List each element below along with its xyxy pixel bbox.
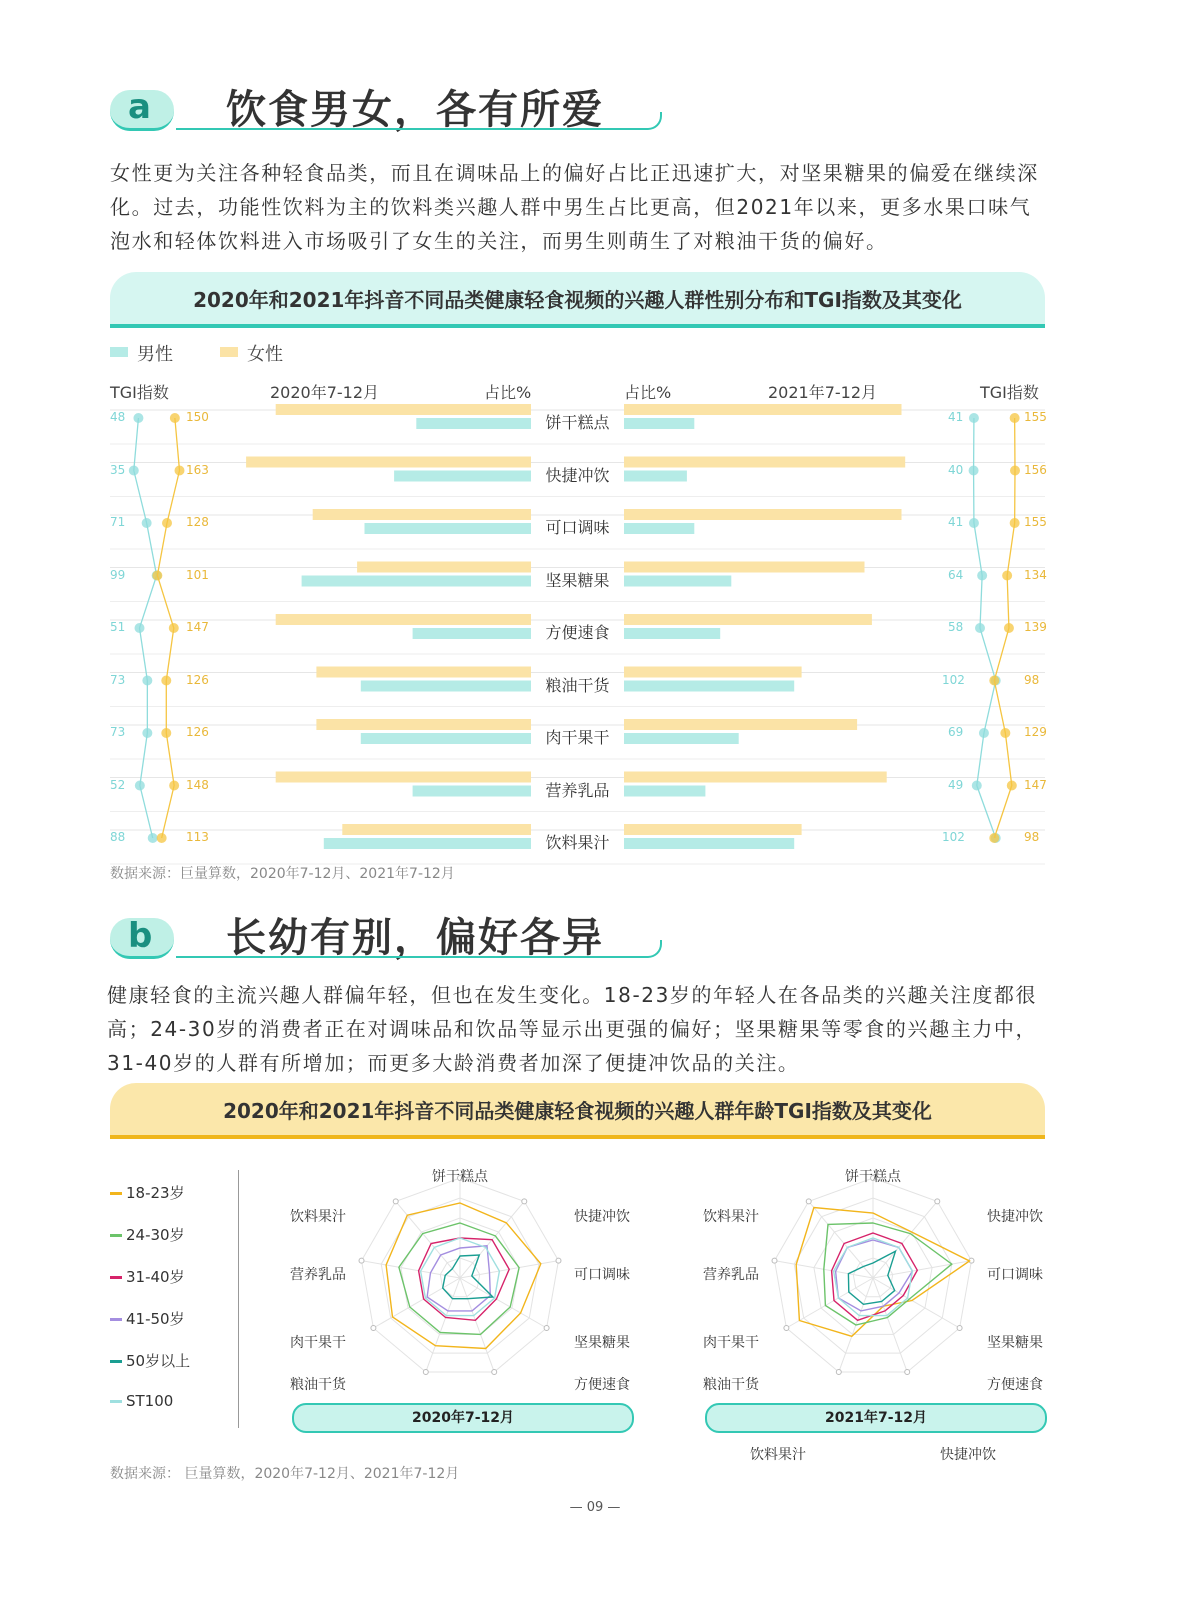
radar-axis-label: 肉干果干 xyxy=(703,1335,759,1351)
radar-spoke-end xyxy=(423,1369,428,1374)
tgi-2020-male-value: 88 xyxy=(110,830,126,844)
tgi-2020-female-value: 163 xyxy=(186,462,209,477)
radar-spoke xyxy=(873,1278,907,1372)
radar-axis-label: 肉干果干 xyxy=(290,1335,346,1351)
radar-axis-label: 饮料果汁 xyxy=(290,1209,346,1225)
tgi-2020-female-value: 113 xyxy=(186,830,209,844)
pill-2020: 2020年7-12月 xyxy=(292,1403,634,1433)
tgi-2020-male-value: 99 xyxy=(110,567,126,582)
age-legend-label: 50岁以上 xyxy=(126,1352,191,1370)
tgi-2020-male-value: 48 xyxy=(110,410,126,424)
tgi-2021-female-value: 98 xyxy=(1024,672,1040,687)
category-label: 快捷冲饮 xyxy=(545,465,610,485)
header-tgi-left: TGI指数 xyxy=(110,383,169,402)
section-b-title: 长幼有别，偏好各异 xyxy=(226,915,604,961)
header-share-left: 占比% xyxy=(484,383,532,402)
category-label: 可口调味 xyxy=(545,518,610,537)
age-legend-label: 31-40岁 xyxy=(126,1268,185,1286)
category-label: 坚果糖果 xyxy=(545,570,610,590)
tgi-2021-male-value: 41 xyxy=(948,410,964,424)
radar-axis-label: 营养乳品 xyxy=(703,1267,759,1283)
radar-spoke xyxy=(873,1278,960,1328)
tgi-2021-female-value: 139 xyxy=(1024,620,1047,634)
tgi-2020-male-value: 51 xyxy=(110,620,126,634)
radar-axis-label: 粮油干货 xyxy=(290,1377,346,1393)
radar-spoke-end xyxy=(905,1369,910,1374)
radar-spoke-end xyxy=(772,1258,777,1263)
radar-axis-label: 饮料果汁 xyxy=(703,1209,759,1225)
age-legend-label: 24-30岁 xyxy=(126,1226,185,1244)
tgi-2021-female-value: 147 xyxy=(1024,777,1047,792)
stray-label-2: 快捷冲饮 xyxy=(940,1447,996,1463)
tgi-2021-male-value: 40 xyxy=(948,462,964,477)
pill-2021: 2021年7-12月 xyxy=(705,1403,1047,1433)
tgi-2020-male-value: 73 xyxy=(110,725,126,739)
tgi-2020-female-value: 126 xyxy=(186,672,209,687)
radar-spoke-end xyxy=(935,1199,940,1204)
tgi-2021-male-value: 41 xyxy=(948,515,964,529)
radar-spoke-end xyxy=(544,1326,549,1331)
radar-axis-label: 方便速食 xyxy=(987,1377,1043,1393)
tgi-2021-male-value: 49 xyxy=(948,777,964,792)
tgi-2021-male-value: 69 xyxy=(948,725,964,739)
page-number: — 09 — xyxy=(569,1500,621,1515)
section-a-letter: a xyxy=(128,87,151,127)
radar-spoke-end xyxy=(556,1258,561,1263)
radar-axis-label: 快捷冲饮 xyxy=(987,1209,1043,1225)
tgi-2021-male-value: 58 xyxy=(948,620,964,634)
category-label: 饼干糕点 xyxy=(545,413,610,432)
legend-male-label: 男性 xyxy=(137,344,173,365)
radar-spoke xyxy=(373,1278,460,1328)
age-legend-label: ST100 xyxy=(126,1392,174,1410)
radar-spoke-end xyxy=(836,1369,841,1374)
radar-axis-label: 粮油干货 xyxy=(703,1377,759,1393)
radar-axis-label: 坚果糖果 xyxy=(987,1335,1043,1351)
category-label: 肉干果干 xyxy=(545,728,610,747)
header-tgi-right: TGI指数 xyxy=(980,383,1039,402)
radar-series-0 xyxy=(796,1208,969,1337)
radar-spoke-end xyxy=(371,1326,376,1331)
tgi-2021-female-value: 155 xyxy=(1024,515,1047,529)
radar-axis-label: 饼干糕点 xyxy=(845,1169,901,1185)
radar-spoke-end xyxy=(492,1369,497,1374)
chart-b-source: 数据来源： 巨量算数，2020年7-12月、2021年7-12月 xyxy=(110,1466,460,1482)
category-label: 粮油干货 xyxy=(545,675,610,695)
category-label: 方便速食 xyxy=(545,623,610,642)
radar-axis-label: 快捷冲饮 xyxy=(574,1209,630,1225)
tgi-2020-female-value: 150 xyxy=(186,410,209,424)
chart-b-banner: 2020年和2021年抖音不同品类健康轻食视频的兴趣人群年龄TGI指数及其变化 xyxy=(110,1083,1045,1139)
header-period-left: 2020年7-12月 xyxy=(270,383,380,402)
tgi-2020-male-value: 52 xyxy=(110,777,126,792)
radar-spoke-end xyxy=(957,1326,962,1331)
radar-axis-label: 可口调味 xyxy=(574,1267,630,1283)
tgi-2020-female-value: 101 xyxy=(186,567,209,582)
tgi-2020-female-value: 148 xyxy=(186,777,209,792)
category-label: 营养乳品 xyxy=(545,780,610,800)
tgi-2020-male-value: 35 xyxy=(110,462,126,477)
section-a-title: 饮食男女，各有所爱 xyxy=(226,87,604,133)
tgi-2021-female-value: 129 xyxy=(1024,725,1047,739)
radar-spoke-end xyxy=(522,1199,527,1204)
section-b-paragraph: 健康轻食的主流兴趣人群偏年轻，但也在发生变化。18-23岁的年轻人在各品类的兴趣关注度都很高；24-30岁的消费者正在对调味品和饮品等显示出更强的偏好；坚果糖果等零食的兴趣主力中，31-40岁的人群有所增加；而更多大龄消费者加深了便捷冲饮品的关注。 xyxy=(107,983,1038,1075)
tgi-2020-male-value: 73 xyxy=(110,672,126,687)
radar-axis-label: 营养乳品 xyxy=(290,1267,346,1283)
tgi-2021-male-value: 102 xyxy=(942,672,965,687)
radar-axis-label: 可口调味 xyxy=(987,1267,1043,1283)
tgi-2021-male-value: 64 xyxy=(948,567,964,582)
section-b-letter: b xyxy=(128,916,153,956)
radar-spoke-end xyxy=(806,1199,811,1204)
radar-axis-label: 方便速食 xyxy=(574,1377,630,1393)
tgi-2021-female-value: 134 xyxy=(1024,567,1047,582)
header-period-right: 2021年7-12月 xyxy=(768,383,878,402)
tgi-2021-female-value: 98 xyxy=(1024,830,1040,844)
radar-spoke-end xyxy=(359,1258,364,1263)
tgi-2021-female-value: 156 xyxy=(1024,462,1047,477)
age-legend-label: 18-23岁 xyxy=(126,1184,185,1202)
tgi-2020-male-value: 71 xyxy=(110,515,126,529)
stray-label-1: 饮料果汁 xyxy=(750,1447,806,1463)
legend-female-label: 女性 xyxy=(247,344,283,365)
section-a-paragraph: 女性更为关注各种轻食品类，而且在调味品上的偏好占比正迅速扩大，对坚果糖果的偏爱在继续深化。过去，功能性饮料为主的饮料类兴趣人群中男生占比更高，但2021年以来，更多水果口味气泡水和轻体饮料进入市场吸引了女生的关注，而男生则萌生了对粮油干货的偏好。 xyxy=(110,161,1039,253)
radar-spoke-end xyxy=(784,1326,789,1331)
tgi-2020-female-value: 126 xyxy=(186,725,209,739)
radar-spoke-end xyxy=(393,1199,398,1204)
age-legend-label: 41-50岁 xyxy=(126,1310,185,1328)
tgi-2021-male-value: 102 xyxy=(942,830,965,844)
header-share-right: 占比% xyxy=(624,383,672,402)
radar-axis-label: 坚果糖果 xyxy=(574,1335,630,1351)
radar-spoke xyxy=(460,1278,494,1372)
radar-axis-label: 饼干糕点 xyxy=(432,1169,488,1185)
category-label: 饮料果汁 xyxy=(545,833,610,852)
chart-a-source: 数据来源：巨量算数，2020年7-12月、2021年7-12月 xyxy=(110,866,455,882)
tgi-2020-female-value: 147 xyxy=(186,620,209,634)
chart-a-banner: 2020年和2021年抖音不同品类健康轻食视频的兴趣人群性别分布和TGI指数及其变化 xyxy=(110,272,1045,328)
tgi-2020-female-value: 128 xyxy=(186,515,209,529)
tgi-2021-female-value: 155 xyxy=(1024,410,1047,424)
